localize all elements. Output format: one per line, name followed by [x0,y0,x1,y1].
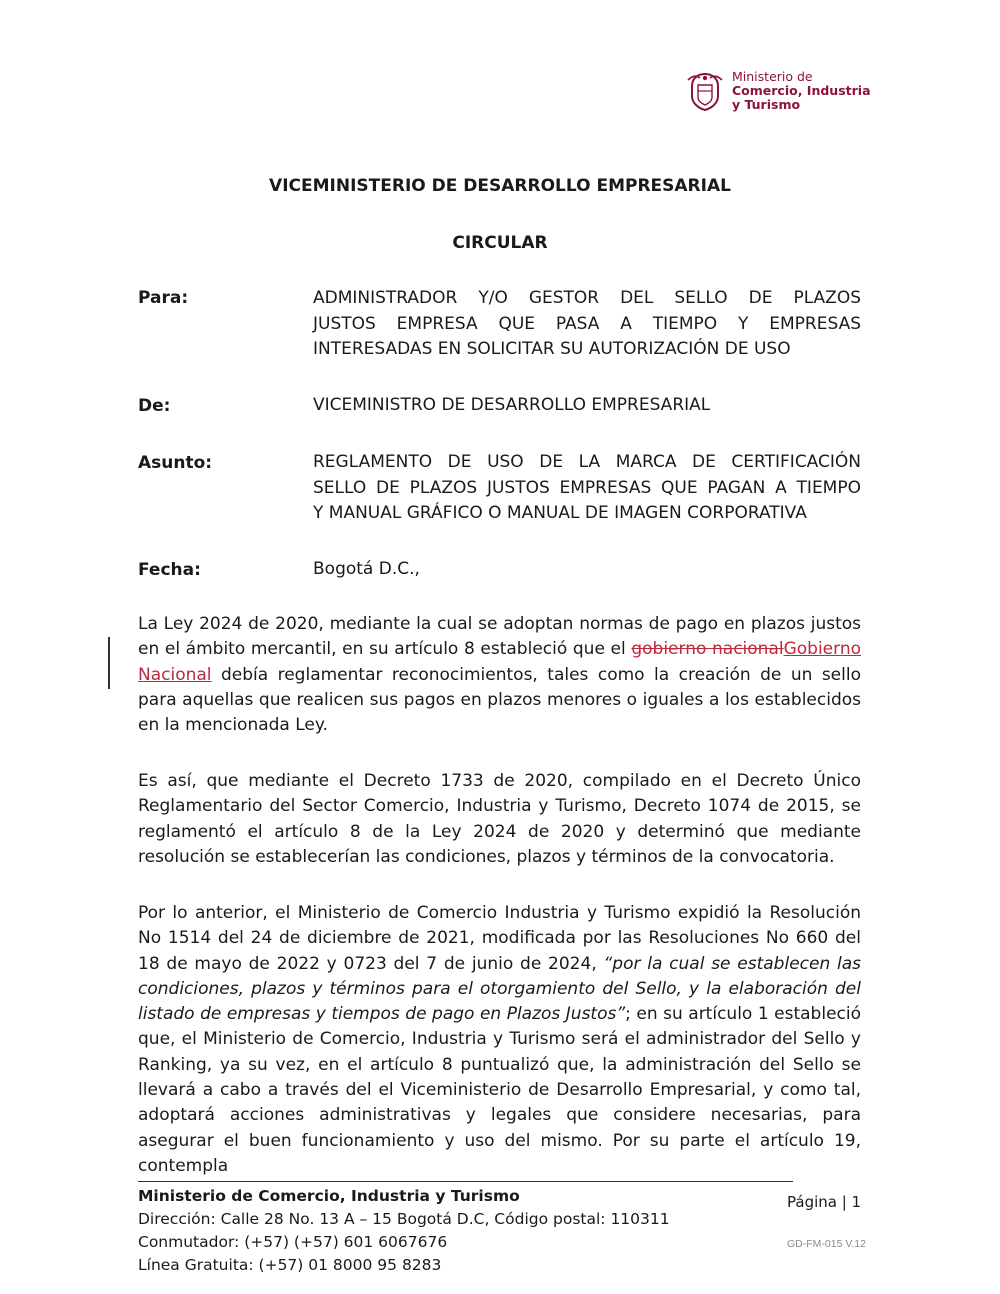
asunto-value-line: SELLO DE PLAZOS JUSTOS EMPRESAS QUE PAGAN A TIEMPO [313,477,861,498]
asunto-label: Asunto: [138,453,213,473]
para-label: Para: [138,288,189,308]
fecha-value: Bogotá D.C., [313,559,420,579]
asunto-value [313,450,861,527]
de-label: De: [138,396,171,416]
coat-of-arms-icon [684,70,726,112]
footer-toll-free: Línea Gratuita: (+57) 01 8000 95 8283 [138,1256,442,1274]
change-bar [108,637,110,689]
paragraph-3-text-a: Por lo anterior, el Ministerio de Comercio Industria y Turismo expidió la Resolución No 1514 del 24 de diciembre de 2021, modificada por las Resoluciones No 660 del 18 de mayo de 2022 y 0723 del 7 de junio de 2024, [138,903,861,974]
footer-organization: Ministerio de Comercio, Industria y Turismo [138,1187,520,1205]
para-value [313,286,861,363]
ministry-logo [684,70,874,114]
resolution-title-quote: “por la cual se establecen las condiciones, plazos y términos para el otorgamiento del Sello, y la elaboración del listado de empresas y tiempos de pago en Plazos Justos” [138,953,861,1025]
para-value-line: INTERESADAS EN SOLICITAR SU AUTORIZACIÓN DE USO [313,339,791,359]
document-heading: VICEMINISTERIO DE DESARROLLO EMPRESARIAL [269,176,731,196]
de-value: VICEMINISTRO DE DESARROLLO EMPRESARIAL [313,395,711,415]
paragraph-1-text-b: debía reglamentar reconocimientos, tales como la creación de un sello para aquellas que realicen sus pagos en plazos menores o iguales a los establecidos en la mencionada Ley. [138,664,861,736]
paragraph-1-text-a: La Ley 2024 de 2020, mediante la cual se adoptan normas de pago en plazos justos en el ámbito mercantil, en su artículo 8 estableció que el [138,614,861,660]
form-code: GD-FM-015 V.12 [787,1238,866,1250]
logo-line-2: Comercio, Industria [732,83,871,98]
paragraph-2: Es así, que mediante el Decreto 1733 de 2020, compilado en el Decreto Único Reglamentario del Sector Comercio, Industria y Turismo, Decreto 1074 de 2015, se reglamentó el artículo 8 de la Ley 2024 de 2020 y determinó que mediante resolución se establecerían las condiciones, plazos y términos de la convocatoria. [138,771,861,867]
fecha-label: Fecha: [138,560,201,580]
para-value-line: ADMINISTRADOR Y/O GESTOR DEL SELLO DE PLAZOS [313,288,861,308]
inserted-text: Gobierno Nacional [138,639,862,685]
paragraph-3-text-b: ; en su artículo 1 estableció que, el Ministerio de Comercio, Industria y Turismo será el administrador del Sello y Ranking, ya su vez, en el artículo 8 puntualizó que, la administración del Sello se llevará a cabo a través del el Viceministerio de Desarrollo Empresarial, y como tal, adoptará acciones administrativas y legales que considere necesarias, para asegurar el buen funcionamiento y uso del mismo. Por su parte el artículo 19, contempla [138,1004,861,1176]
footer-address: Dirección: Calle 28 No. 13 A – 15 Bogotá D.C, Código postal: 110311 [138,1210,670,1228]
paragraph-3 [138,901,861,1179]
footer-divider [138,1181,793,1182]
logo-line-1: Ministerio de [732,69,813,84]
asunto-value-line: REGLAMENTO DE USO DE LA MARCA DE CERTIFICACIÓN [313,452,861,472]
asunto-value-line: Y MANUAL GRÁFICO O MANUAL DE IMAGEN CORPORATIVA [313,503,807,523]
footer-phone: Conmutador: (+57) (+57) 601 6067676 [138,1233,448,1251]
document-type: CIRCULAR [452,233,548,253]
para-value-line: JUSTOS EMPRESA QUE PASA A TIEMPO Y EMPRESAS [313,313,861,334]
deleted-text: gobierno nacional [631,639,784,660]
paragraph-1 [138,612,861,738]
page-number: Página | 1 [787,1193,862,1211]
logo-line-3: y Turismo [732,97,801,112]
